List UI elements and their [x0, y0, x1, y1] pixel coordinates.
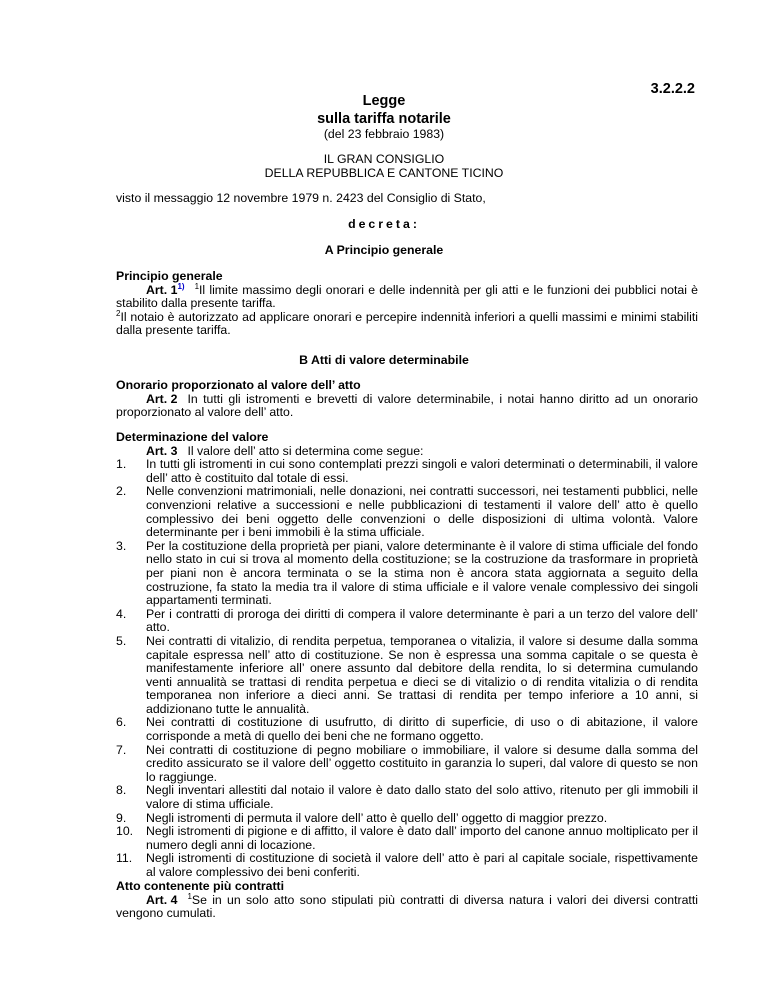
- section-a-heading: A Principio generale: [324, 243, 444, 257]
- article-2: [116, 379, 698, 420]
- list-item: 3. Per la costituzione della proprietà per piani, valore determinante è il valore di stima ufficiale del fondo nello stato in cui si trova al momento della costituzione; se la costruzione da trasformare in proprietà per piani non è ancora terminata o se la stima non è ancora stata aggiornata a seguito della costruzione, fa stato la media tra il valore di stima ufficiale e il valore venale complessivo dei singoli appartamenti terminati.: [116, 538, 698, 608]
- article-3: [116, 431, 698, 880]
- article-1-marginal-title: Principio generale: [116, 269, 223, 283]
- list-item: 7. Nei contratti di costituzione di pegno mobiliare o immobiliare, il valore si desume dalla somma del credito assicurato se il valore dell’ oggetto costituito in garanzia lo superi, dal valore di questo se non lo raggiunge.: [116, 742, 698, 784]
- list-item: 10. Negli istromenti di pigione e di affitto, il valore è dato dall’ importo del canone annuo moltiplicato per il numero degli anni di locazione.: [116, 824, 698, 852]
- decree-heading: decreta:: [348, 217, 420, 231]
- authority-line2: DELLA REPUBBLICA E CANTONE TICINO: [264, 165, 504, 180]
- article-2-marginal-title: Onorario proporzionato al valore dell’ atto: [116, 378, 361, 392]
- list-item: 6. Nei contratti di costituzione di usufrutto, di diritto di superficie, di uso o di abitazione, il valore corrisponde a metà di quello dei beni che ne formano oggetto.: [116, 715, 698, 744]
- title-date: (del 23 febbraio 1983): [323, 127, 445, 141]
- authority-line1: IL GRAN CONSIGLIO: [323, 152, 445, 166]
- list-item: 5. Nei contratti di vitalizio, di rendita perpetua, temporanea o vitalizia, il valore si desume dalla somma capitale espressa nell’ atto di costituzione. Se non è espressa una somma capitale o se questa è manifestamente inferiore all’ onere assunto dal debitore della rendita, lo si determina cumulando venti annualità se trattasi di rendita perpetua e dieci se di vitalizio o di rendita vitalizia o di rendita temporanea non inferiore a dieci anni. Se trattasi di rendita per tempo inferiore a 10 anni, si addizionano tutte le annualità.: [116, 633, 698, 716]
- list-item: 8. Negli inventari allestiti dal notaio il valore è dato dallo stato del solo attivo, ritenuto per gli immobili il valore di stima ufficiale.: [116, 783, 698, 812]
- title-legge: Legge: [362, 93, 406, 109]
- article-3-marginal-title: Determinazione del valore: [116, 430, 269, 444]
- list-item: 9. Negli istromenti di permuta il valore dell’ atto è quello dell’ oggetto di maggior prezzo.: [116, 810, 608, 825]
- article-1: [116, 270, 698, 338]
- article-2-label: Art. 2: [146, 391, 178, 406]
- list-item: 4. Per i contratti di proroga dei diritti di compera il valore determinante è pari a un terzo del valore dell’ atto.: [116, 606, 698, 635]
- article-3-list: [116, 458, 698, 879]
- article-2-text: Art. 2 In tutti gli istromenti e brevetti di valore determinabile, i notai hanno diritto ad un onorario proporzionato al valore dell’ atto.: [116, 391, 698, 420]
- section-b-heading: B Atti di valore determinabile: [299, 353, 469, 367]
- article-1-paragraph-2: $^2$Il notaio è autorizzato ad applicare onorari e percepire indennità inferiori a quelli massimi e minimi stabiliti dalla presente tariffa.: [116, 308, 698, 338]
- article-4-label: Art. 4: [146, 892, 178, 907]
- article-3-label: Art. 3: [146, 443, 178, 458]
- footnote-link[interactable]: 1): [177, 281, 185, 291]
- authority: [0, 153, 768, 180]
- article-4-marginal-title: Atto contenente più contratti: [116, 879, 285, 893]
- preamble: visto il messaggio 12 novembre 1979 n. 2423 del Consiglio di Stato,: [116, 191, 486, 205]
- list-item: 11. Negli istromenti di costituzione di società il valore dell’ atto è pari al capitale sociale, rispettivamente al valore complessivo dei beni conferiti.: [116, 851, 698, 879]
- title-subject: sulla tariffa notarile: [317, 111, 451, 127]
- list-item: 2. Nelle convenzioni matrimoniali, nelle donazioni, nei contratti successori, nei testamenti pubblici, nelle convenzioni relative a successioni e nelle pubblicazioni di testamenti il valore dell’ atto è quello complessivo dei beni oggetto delle convenzioni o delle disposizioni di ultima volontà. Valore determinante per i beni immobili è la stima ufficiale.: [116, 484, 698, 540]
- article-1-label: Art. 1$^{1)}$: [146, 281, 185, 297]
- article-4: [116, 880, 698, 921]
- article-4-text: Art. 4 $^1$Se in un solo atto sono stipulati più contratti di diversa natura i valori dei diversi contratti vengono cumulati.: [116, 891, 698, 921]
- list-item: 1. In tutti gli istromenti in cui sono contemplati prezzi singoli e valori determinati o determinabili, il valore dell’ atto è costituito dal totale di essi.: [116, 457, 698, 485]
- article-3-intro: Art. 3 Il valore dell’ atto si determina come segue:: [146, 443, 424, 458]
- article-1-paragraph-1: Art. 1$^{1)}$ $^1$Il limite massimo degli onorari e delle indennità per gli atti e le funzioni dei pubblici notai è stabilito dalla presente tariffa.: [116, 281, 698, 311]
- law-code: 3.2.2.2: [650, 81, 695, 97]
